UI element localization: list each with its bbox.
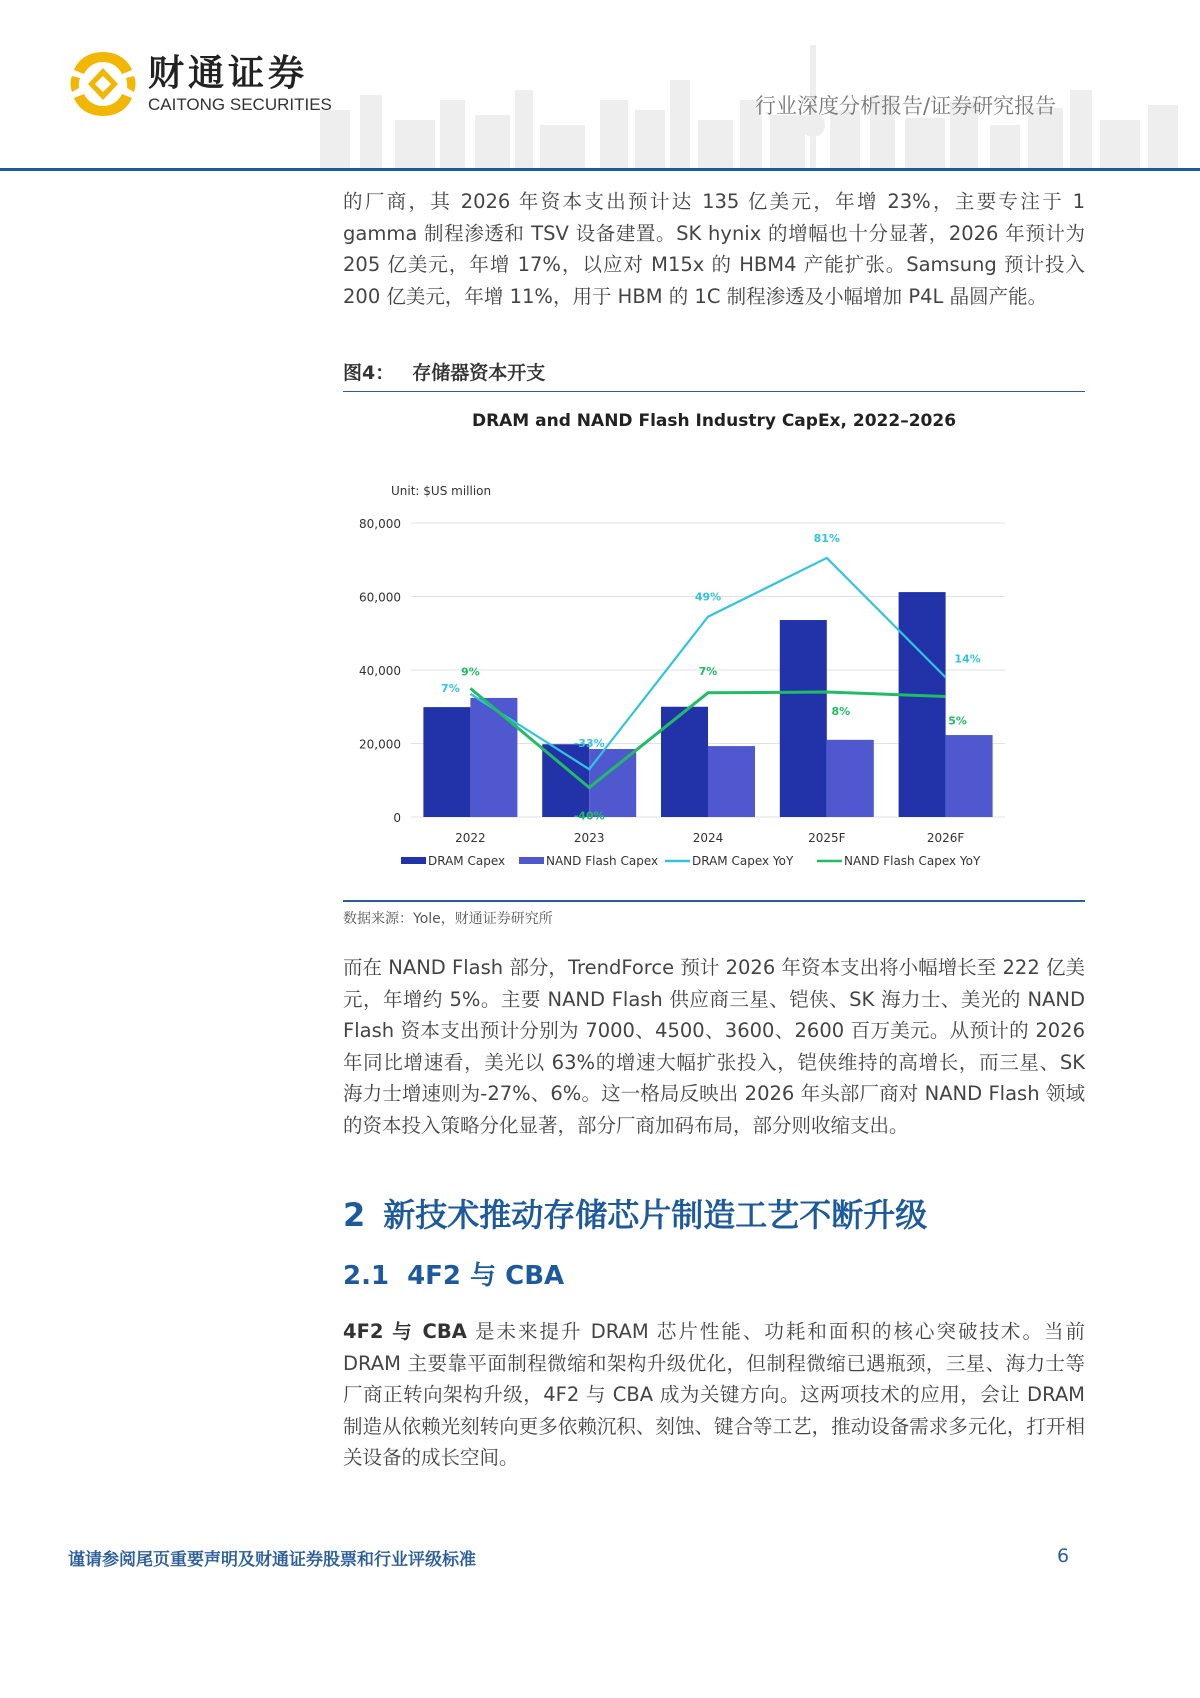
capex-chart: [343, 392, 1085, 898]
bar-nand-flash-capex: [946, 735, 993, 817]
section-heading: [343, 1190, 927, 1236]
y-tick-label: 60,000: [359, 590, 401, 605]
figure-number: 图4：: [343, 362, 395, 384]
intro-paragraph: 的厂商，其 2026 年资本支出预计达 135 亿美元，年增 23%，主要专注于 1 gamma 制程渗透和 TSV 设备建置。SK hynix 的增幅也十分显著，2026 年预计为 205 亿美元，年增 17%，以应对 M15x 的 HBM4 产能扩张。Samsung 预计投入 200 亿美元，年增 11%，用于 HBM 的 1C 制程渗透及小幅增加 P4L 晶圆产能。: [343, 190, 1085, 308]
section-title: 新技术推动存储芯片制造工艺不断升级: [383, 1196, 928, 1234]
yoy-data-label: 5%: [948, 714, 967, 728]
y-tick-label: 40,000: [359, 664, 401, 678]
x-tick-label: 2025F: [808, 831, 846, 845]
x-tick-label: 2022: [455, 831, 486, 845]
lead-bold-term: 4F2 与 CBA: [343, 1320, 467, 1343]
caitong-logo-icon: [68, 48, 138, 120]
legend-swatch: [401, 857, 426, 864]
x-tick-label: 2023: [573, 831, 605, 845]
capex-chart-svg: [343, 392, 1085, 898]
4f2-cba-body: 是未来提升 DRAM 芯片性能、功耗和面积的核心突破技术。当前 DRAM 主要靠平面制程微缩和架构升级优化，但制程微缩已遇瓶颈，三星、海力士等厂商正转向架构升级，4F2 与 CBA 成为关键方向。这两项技术的应用，会让 DRAM 制造从依赖光刻转向更多依赖沉积、刻蚀、键合等工艺，推动设备需求多元化，打开相关设备的成长空间。: [343, 1320, 1085, 1469]
chart-legend: [401, 854, 981, 868]
legend-label: NAND Flash Capex YoY: [844, 854, 981, 868]
y-tick-label: 0: [393, 811, 401, 825]
legend-label: DRAM Capex: [428, 854, 506, 868]
footer-disclaimer: 谨请参阅尾页重要声明及财通证券股票和行业评级标准: [68, 1550, 476, 1570]
figure-source: 数据来源：Yole，财通证券研究所: [343, 911, 553, 927]
legend-label: DRAM Capex YoY: [692, 854, 794, 868]
x-axis-ticks: [455, 831, 964, 845]
4f2-cba-section: [343, 1316, 1085, 1474]
yoy-data-label: 8%: [831, 705, 851, 719]
figure-bottom-rule: [343, 900, 1085, 902]
subsection-title: 4F2 与 CBA: [407, 1261, 565, 1291]
yoy-data-label: 7%: [441, 681, 460, 695]
header-divider: [0, 168, 1200, 171]
logo-chinese-name: 财通证券: [148, 52, 309, 94]
company-logo: [68, 48, 332, 120]
logo-english-name: CAITONG SECURITIES: [148, 95, 332, 114]
bar-nand-flash-capex: [827, 740, 874, 817]
subsection-heading: [343, 1255, 564, 1292]
nand-paragraph: 而在 NAND Flash 部分，TrendForce 预计 2026 年资本支出将小幅增长至 222 亿美元，年增约 5%。主要 NAND Flash 供应商三星、铠侠、SK 海力士、美光的 NAND Flash 资本支出预计分别为 7000、4500、3600、2600 百万美元。从预计的 2026 年同比增速看，美光以 63%的增速大幅扩张投入，铠侠维持的高增长，而三星、SK 海力士增速则为-27%、6%。这一格局反映出 2026 年头部厂商对 NAND Flash 领域的资本投入策略分化显著，部分厂商加码布局，部分则收缩支出。: [343, 956, 1085, 1137]
subsection-number: 2.1: [343, 1261, 390, 1291]
bar-dram-capex: [780, 620, 827, 817]
bar-dram-capex: [423, 707, 470, 817]
legend-swatch: [519, 857, 544, 864]
report-type-label: 行业深度分析报告/证券研究报告: [755, 94, 1057, 118]
yoy-data-label: 14%: [954, 652, 981, 666]
yoy-data-label: 81%: [813, 531, 840, 545]
intro-section: [343, 186, 1085, 312]
figure-title: 存储器资本开支: [412, 362, 546, 384]
legend-label: NAND Flash Capex: [546, 854, 659, 868]
yoy-data-label: -33%: [573, 737, 605, 751]
y-tick-label: 80,000: [359, 517, 401, 531]
yoy-data-label: 9%: [461, 665, 480, 679]
yoy-data-label: 7%: [698, 664, 718, 678]
yoy-data-label: -40%: [573, 809, 605, 823]
4f2-cba-paragraph: [343, 1316, 1085, 1474]
page-number: 6: [1057, 1545, 1070, 1567]
y-axis-ticks: [359, 517, 401, 825]
nand-section: [343, 952, 1085, 1141]
section-number: 2: [343, 1196, 366, 1234]
bar-dram-capex: [899, 592, 946, 817]
y-tick-label: 20,000: [359, 737, 401, 752]
bar-nand-flash-capex: [470, 698, 517, 817]
x-tick-label: 2026F: [926, 831, 965, 845]
page-header: [0, 0, 1200, 170]
city-skyline-decoration: [300, 40, 1200, 168]
bar-nand-flash-capex: [708, 746, 755, 817]
x-tick-label: 2024: [692, 831, 724, 845]
chart-title: DRAM and NAND Flash Industry CapEx, 2022–2026: [471, 411, 957, 431]
chart-unit-label: Unit: $US million: [391, 484, 492, 498]
chart-bars: [423, 592, 992, 817]
yoy-data-label: 49%: [694, 590, 722, 604]
figure-caption: [343, 358, 1085, 393]
